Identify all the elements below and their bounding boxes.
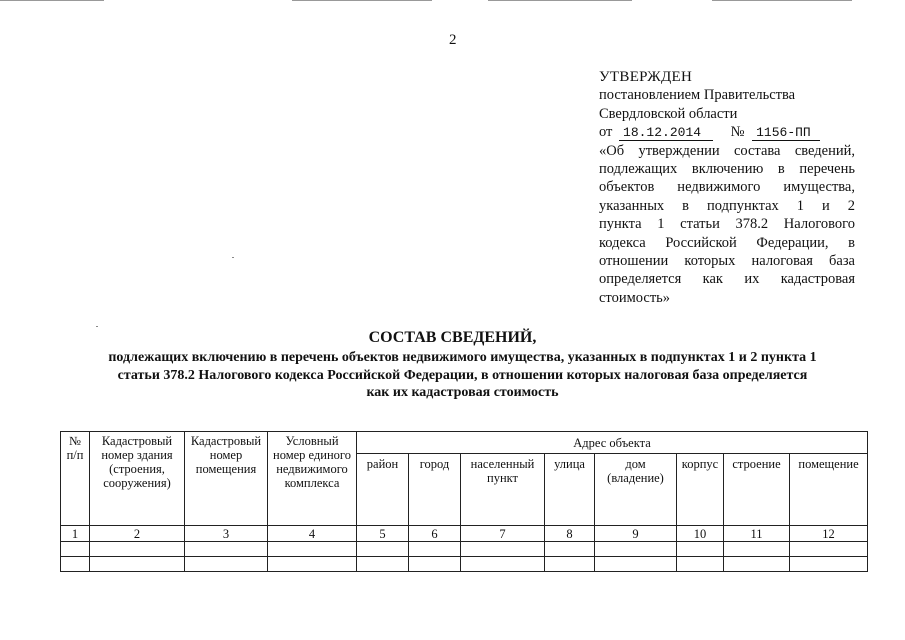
- table-row: [61, 557, 868, 572]
- approval-body-line: кодекса Российской Федерации, в: [599, 234, 855, 251]
- page-number: 2: [449, 32, 457, 48]
- approval-body-line: отношении которых налоговая база: [599, 253, 855, 270]
- approval-body-line: стоимость»: [599, 289, 671, 306]
- column-number: 11: [724, 526, 790, 542]
- table-cell: [409, 557, 461, 572]
- number-value: 1156-ПП: [752, 125, 820, 141]
- column-number: 12: [790, 526, 868, 542]
- table-cell: [545, 542, 595, 557]
- table-cell: [724, 542, 790, 557]
- table-cell: [268, 557, 357, 572]
- col-header-street: улица: [545, 454, 595, 526]
- col-header-city: город: [409, 454, 461, 526]
- table-cell: [357, 542, 409, 557]
- date-value: 18.12.2014: [619, 125, 713, 141]
- col-header-house: дом (владение): [595, 454, 677, 526]
- approval-block: [599, 68, 855, 307]
- table-cell: [595, 557, 677, 572]
- table-cell: [61, 557, 90, 572]
- col-header-building-cadastral: Кадастровый номер здания (строения, сооружения): [90, 432, 185, 526]
- column-number: 9: [595, 526, 677, 542]
- col-header-district: район: [357, 454, 409, 526]
- col-header-complex-number: Условный номер единого недвижимого комплекса: [268, 432, 357, 526]
- table-cell: [461, 542, 545, 557]
- column-number: 1: [61, 526, 90, 542]
- approval-body-line: указанных в подпунктах 1 и 2: [599, 197, 855, 214]
- approval-body-line: определяется как их кадастровая: [599, 271, 855, 288]
- approval-body-line: объектов недвижимого имущества,: [599, 179, 855, 196]
- col-header-corpus: корпус: [677, 454, 724, 526]
- table-cell: [90, 542, 185, 557]
- table-cell: [790, 542, 868, 557]
- approval-line: Свердловской области: [599, 105, 738, 122]
- table-header-row: [61, 432, 868, 454]
- table-cell: [545, 557, 595, 572]
- approval-date-line: [599, 123, 855, 141]
- column-number: 3: [185, 526, 268, 542]
- table-cell: [461, 557, 545, 572]
- document-subtitle: [60, 349, 865, 402]
- column-number: 4: [268, 526, 357, 542]
- approval-body-line: подлежащих включению в перечень: [599, 161, 855, 178]
- table-cell: [724, 557, 790, 572]
- table-cell: [90, 557, 185, 572]
- table-cell: [790, 557, 868, 572]
- column-number: 2: [90, 526, 185, 542]
- table-cell: [595, 542, 677, 557]
- col-header-locality: населенный пункт: [461, 454, 545, 526]
- column-number: 6: [409, 526, 461, 542]
- approval-line: постановлением Правительства: [599, 87, 796, 104]
- column-number: 8: [545, 526, 595, 542]
- table-cell: [409, 542, 461, 557]
- scan-edge-line: [0, 0, 104, 1]
- table-cell: [185, 542, 268, 557]
- table-cell: [677, 542, 724, 557]
- approval-title: УТВЕРЖДЕН: [599, 69, 693, 85]
- approval-body-line: пункта 1 статьи 378.2 Налогового: [599, 216, 855, 233]
- scan-edge-line: [712, 0, 852, 1]
- number-sign: №: [730, 124, 745, 141]
- table-row: [61, 542, 868, 557]
- column-number: 7: [461, 526, 545, 542]
- date-prefix: от: [599, 124, 613, 141]
- table-cell: [677, 557, 724, 572]
- scan-speck: [96, 326, 98, 327]
- document-title: СОСТАВ СВЕДЕНИЙ,: [368, 329, 537, 346]
- col-header-structure: строение: [724, 454, 790, 526]
- col-header-premises-cadastral: Кадастровый номер помещения: [185, 432, 268, 526]
- table-cell: [185, 557, 268, 572]
- table-number-row: [61, 526, 868, 542]
- table-cell: [61, 542, 90, 557]
- scan-edge-line: [292, 0, 432, 1]
- col-header-number: № п/п: [61, 432, 90, 526]
- column-number: 5: [357, 526, 409, 542]
- subtitle-line: подлежащих включению в перечень объектов недвижимого имущества, указанных в подпунктах 1 и 2 пункта 1: [108, 350, 817, 365]
- scan-edge-line: [488, 0, 632, 1]
- subtitle-line: как их кадастровая стоимость: [366, 385, 559, 400]
- scan-speck: [232, 257, 234, 258]
- approval-body-line: «Об утверждении состава сведений,: [599, 142, 855, 159]
- table-cell: [357, 557, 409, 572]
- table-cell: [268, 542, 357, 557]
- column-number: 10: [677, 526, 724, 542]
- col-header-address-group: Адрес объекта: [357, 432, 868, 454]
- col-header-premises: помещение: [790, 454, 868, 526]
- subtitle-line: статьи 378.2 Налогового кодекса Российской Федерации, в отношении которых налоговая база определяется: [117, 367, 808, 383]
- info-table: [60, 431, 868, 572]
